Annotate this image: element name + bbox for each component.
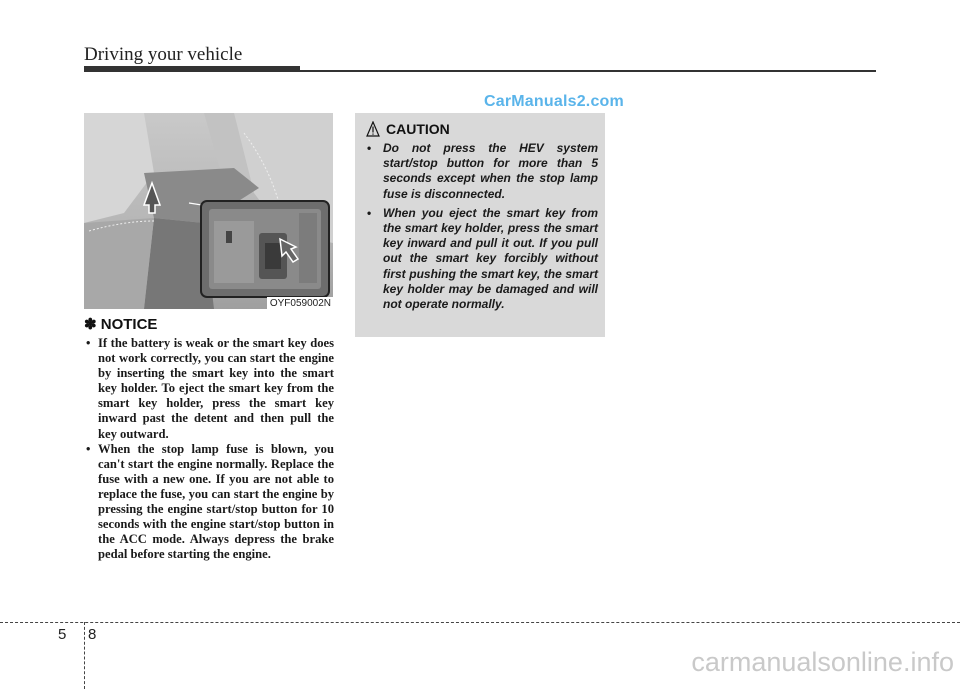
notice-heading: ✽ NOTICE <box>84 316 158 333</box>
watermark-bottom[interactable]: carmanualsonline.info <box>691 647 954 677</box>
title-rule-thick <box>84 66 300 72</box>
armrest-seat-illustration <box>84 113 333 309</box>
watermark-top[interactable]: CarManuals2.com <box>484 93 624 110</box>
smart-key-holder-inset <box>201 201 329 297</box>
title-rule-thin <box>300 70 876 72</box>
caution-box <box>355 113 605 337</box>
chapter-number: 5 <box>58 626 67 643</box>
caution-item-1: • Do not press the HEV system start/stop button for more than 5 seconds except when the stop lamp fuse is disconnected. <box>366 141 598 202</box>
caution-list <box>366 141 598 312</box>
page-number: 8 <box>88 626 97 643</box>
caution-header <box>366 121 598 137</box>
caution-heading: CAUTION <box>386 121 450 137</box>
notice-item-1: • If the battery is weak or the smart key does not work correctly, you can start the engine by inserting the smart key into the smart key holder. To eject the smart key from the smart key holder, press the smart key inward past the detent and then pull the key outward. <box>84 336 334 442</box>
armrest-photo <box>84 113 333 309</box>
caution-item-2: • When you eject the smart key from the smart key holder, press the smart key inward and pull it out. If you pull out the smart key forcibly without first pushing the smart key, the smart key holder may be damaged and will not operate normally. <box>366 206 598 312</box>
section-title: Driving your vehicle <box>84 44 243 65</box>
figure-code: OYF059002N <box>267 297 333 309</box>
footer-divider <box>0 622 960 623</box>
notice-box <box>84 315 334 562</box>
footer-vertical-divider <box>84 622 85 689</box>
notice-list <box>84 336 334 562</box>
warning-triangle-icon <box>366 121 380 137</box>
notice-item-2: • When the stop lamp fuse is blown, you can't start the engine normally. Replace the fuse with a new one. If you are not able to replace the fuse, you can start the engine by pressing the engine start/stop button for 10 seconds with the engine start/stop button in the ACC mode. Always depress the brake pedal before starting the engine. <box>84 442 334 563</box>
